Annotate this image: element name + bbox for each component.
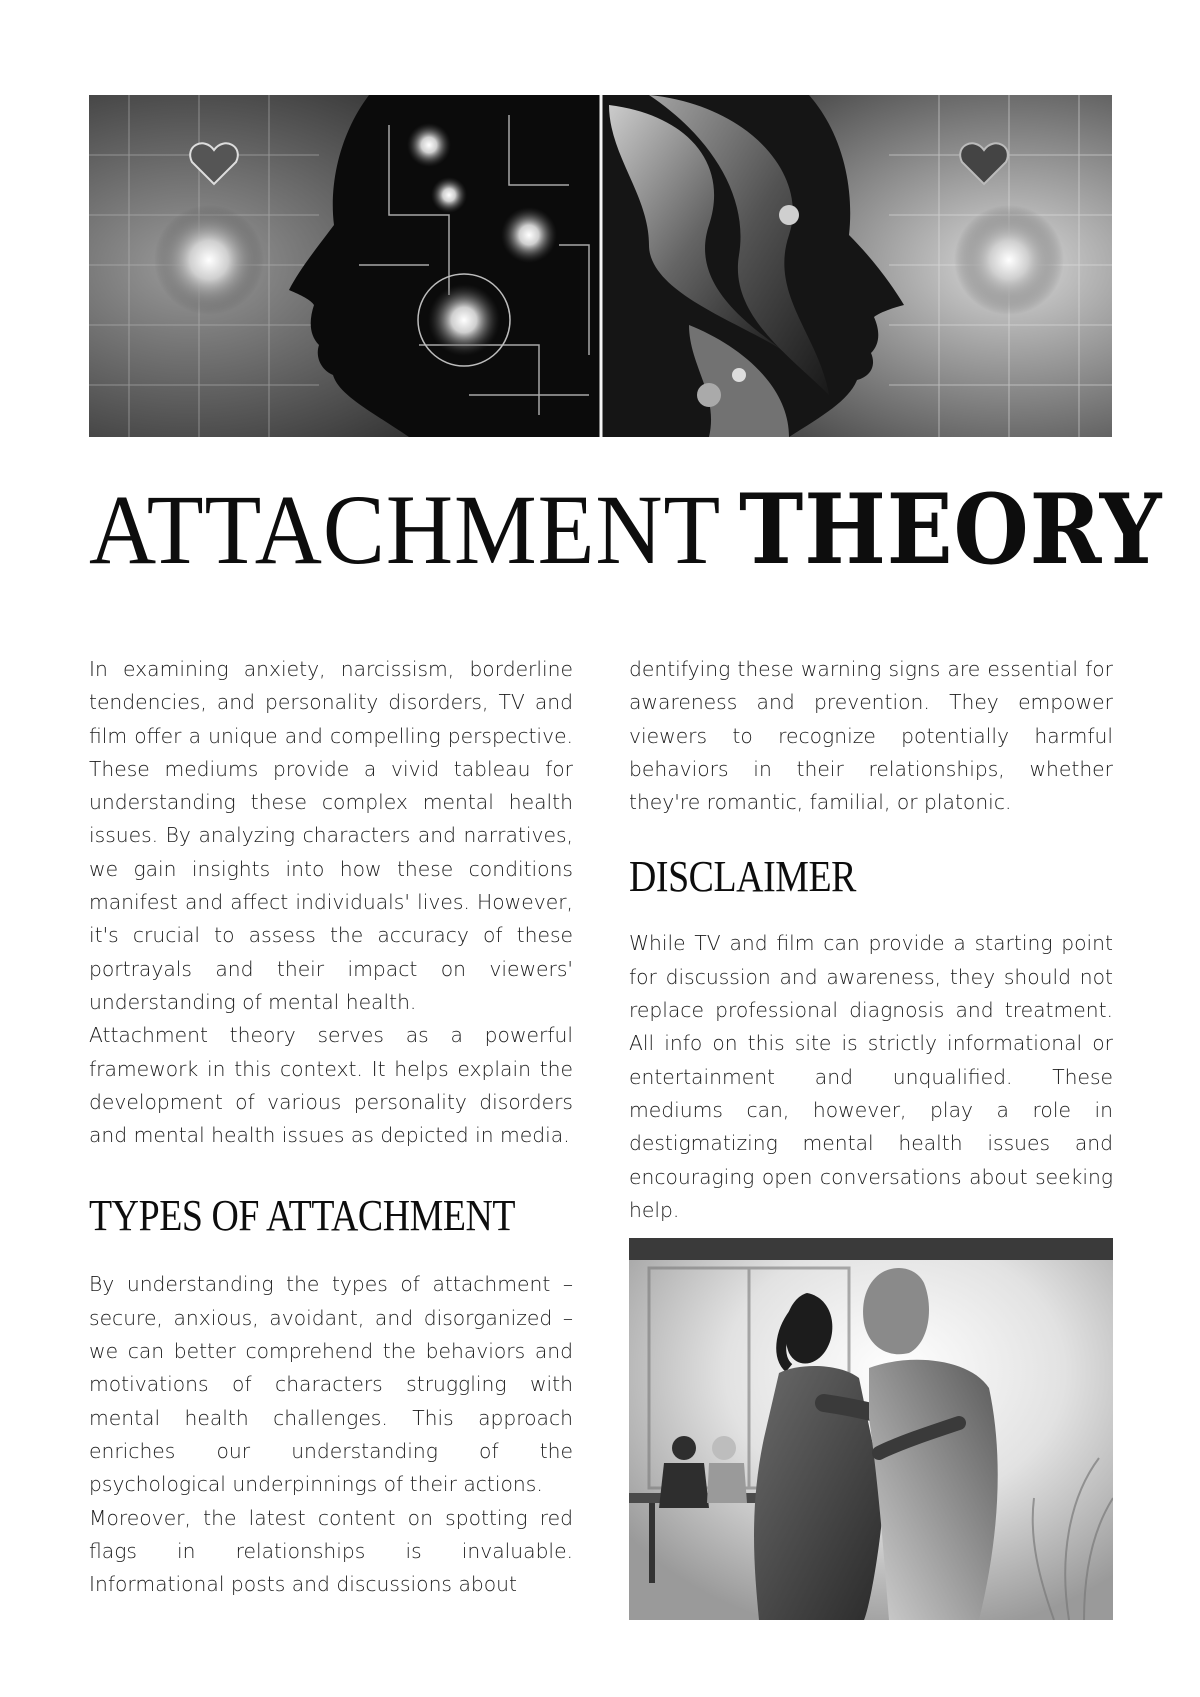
page-title xyxy=(89,470,1163,590)
disclaimer-heading: DISCLAIMER xyxy=(629,852,856,902)
continued-paragraph: dentifying these warning signs are essential for awareness and prevention. They empower viewers to recognize potentially harmful behaviors in their relationships, whether they're romantic, familial, or platonic. xyxy=(629,657,1113,815)
intro-paragraph: In examining anxiety, narcissism, borderline tendencies, and personality disorders, TV and film offer a unique and compelling perspective. These mediums provide a vivid tableau for understanding these complex mental health issues. By analyzing characters and narratives, we gain insights into how these conditions manifest and affect individuals' lives. However, it's crucial to assess the accuracy of these portrayals and their impact on viewers' understanding of mental health. xyxy=(89,657,573,1014)
hero-illustration-icon xyxy=(89,95,1112,437)
attachment-paragraph: Attachment theory serves as a powerful framework in this context. It helps explain the development of various personality disorders and mental health issues as depicted in media. xyxy=(89,1023,573,1148)
title-part-2: THEORY xyxy=(739,473,1163,586)
left-column xyxy=(89,653,573,1601)
right-column xyxy=(629,653,1113,1227)
types-paragraph: By understanding the types of attachment – secure, anxious, avoidant, and disorganized – we can better comprehend the behaviors and motivations of characters struggling with mental health challenges. This approach enriches our understanding of the psychological underpinnings of their actions. xyxy=(89,1272,573,1497)
header-illustration xyxy=(89,95,1112,437)
disclaimer-paragraph: While TV and film can provide a starting point for discussion and awareness, they should not replace professional diagnosis and treatment. All info on this site is strictly informational or entertainment and unqualified. These mediums can, however, play a role in destigmatizing mental health issues and encouraging open conversations about seeking help. xyxy=(629,931,1113,1222)
embracing-couple-photo-icon xyxy=(629,1238,1113,1620)
moreover-paragraph: Moreover, the latest content on spotting red flags in relationships is invaluable. Informational posts and discussions about xyxy=(89,1505,573,1597)
types-of-attachment-heading: TYPES OF ATTACHMENT xyxy=(89,1191,516,1241)
title-part-1: ATTACHMENT xyxy=(89,474,722,585)
embracing-couple-photo xyxy=(629,1238,1113,1620)
